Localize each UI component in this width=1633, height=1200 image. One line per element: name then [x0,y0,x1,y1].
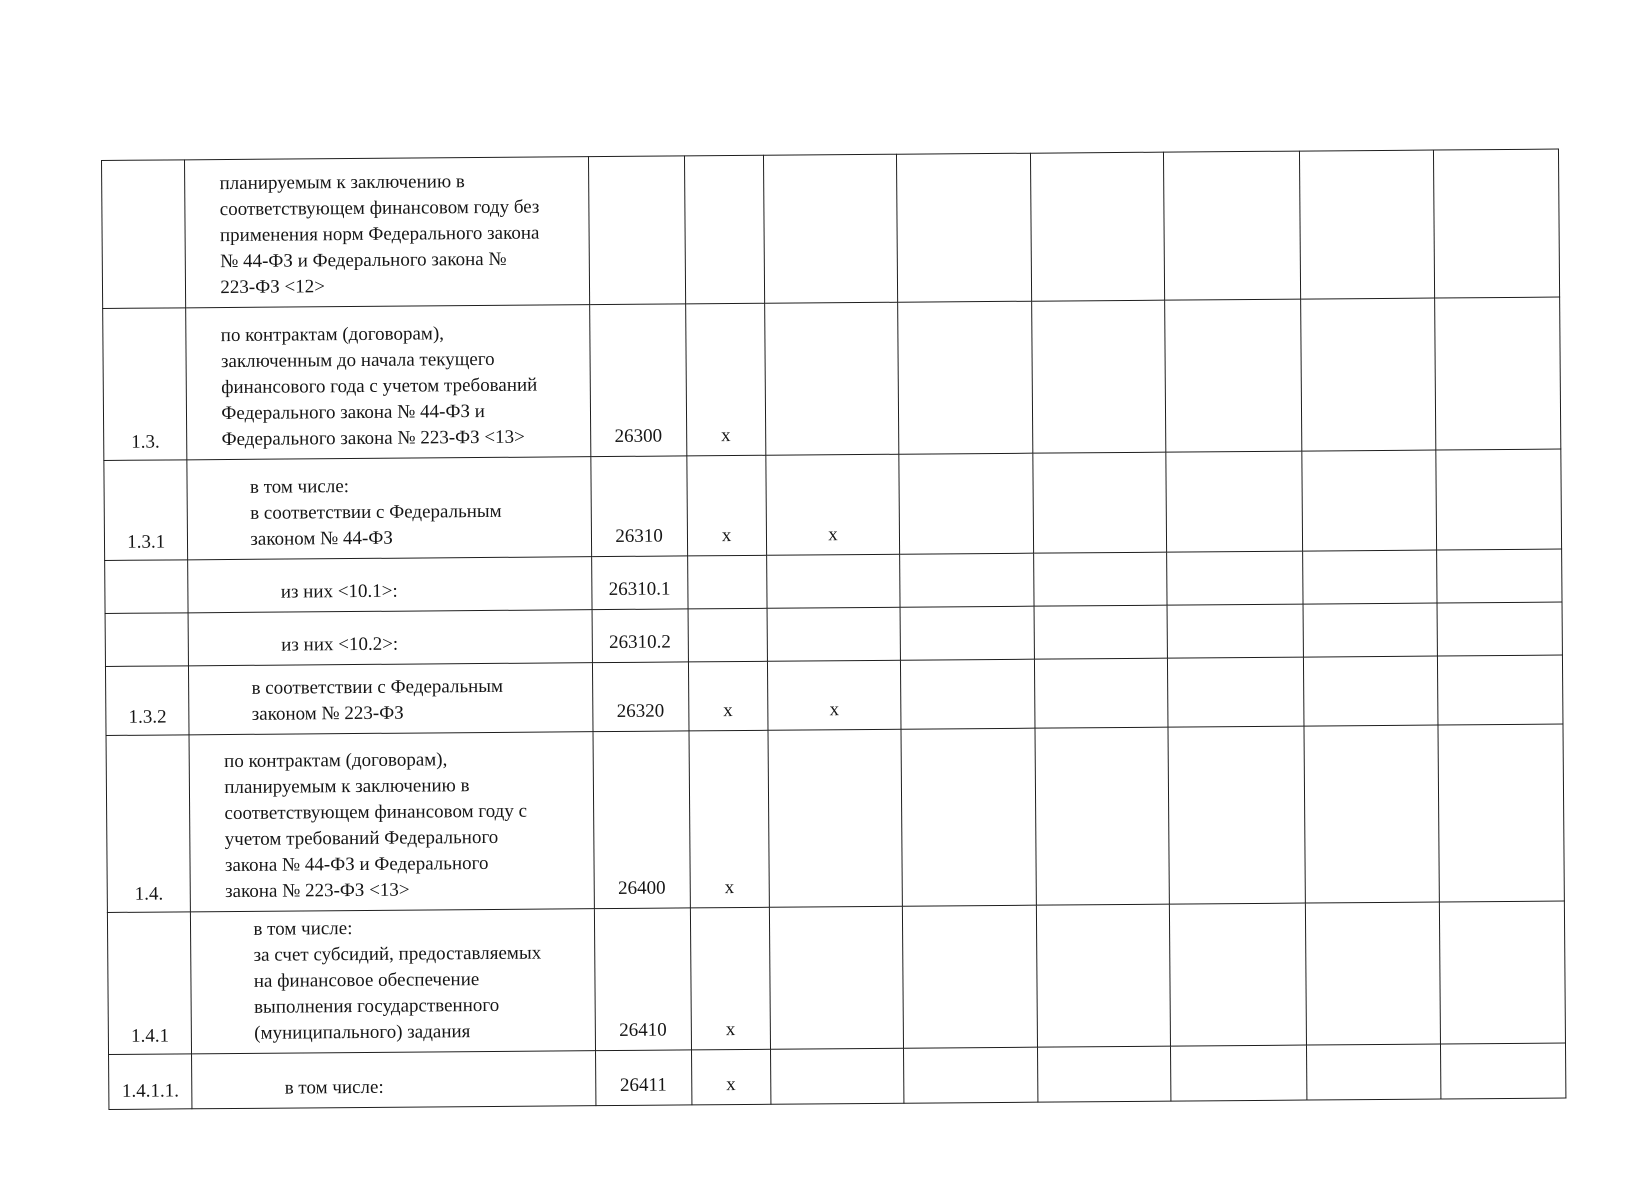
value-cell [1167,551,1304,605]
row-code: 26310 [591,456,688,557]
value-cell [1034,658,1168,728]
value-cell [768,729,903,907]
value-cell [769,906,904,1049]
row-description: из них <10.2>: [188,610,592,666]
table-row [102,149,1560,308]
table-row [103,297,1561,460]
value-cell [1306,902,1441,1045]
row-description: по контрактам (договорам), планируемым к заключению в соответствующем финансовом году с учетом требований Федерального закона № 44-ФЗ и Федерального закона № 223-ФЗ <13> [189,732,594,912]
value-cell [1437,655,1563,725]
row-number [105,613,189,667]
row-code: 26310.2 [592,609,688,663]
value-cell [1303,550,1437,604]
value-cell [1170,1045,1307,1101]
row-code: 26410 [594,908,691,1051]
row-code: 26300 [589,304,686,457]
value-cell: x [690,907,770,1050]
row-number: 1.4.1.1. [109,1054,193,1110]
value-cell: x [766,454,900,555]
value-cell: x [767,660,901,730]
value-cell [1034,605,1168,659]
row-number [105,560,189,614]
value-cell [1307,1044,1441,1100]
value-cell [766,554,900,608]
table-row [109,1043,1566,1109]
value-cell [899,453,1033,554]
value-cell [1035,727,1170,905]
value-cell [1030,152,1165,301]
row-description: в том числе: за счет субсидий, предоставляемых на финансовое обеспечение выполнения государственного (муниципального) задания [191,909,595,1054]
value-cell: x [688,661,768,731]
value-cell [1303,603,1437,657]
value-cell [1440,1043,1566,1099]
value-cell [1165,299,1303,452]
value-cell [770,1048,904,1104]
value-cell [1434,297,1560,450]
value-cell [1169,903,1307,1046]
value-cell [1304,725,1439,903]
row-code: 26320 [592,662,688,732]
value-cell: x [689,730,770,908]
value-cell [901,728,1036,906]
value-cell: x [686,455,766,556]
value-cell [1301,298,1436,451]
row-code: 26411 [595,1050,691,1106]
value-cell [687,555,767,609]
report-table [101,149,1566,1110]
value-cell [1304,656,1438,726]
row-number: 1.3.2 [105,666,189,736]
value-cell [1433,149,1559,298]
row-description: по контрактам (договорам), заключенным до начала текущего финансового года с учетом требований Федерального закона № 44-ФЗ и Федерального закона № 223-ФЗ <13> [186,305,591,460]
row-description: в том числе: в соответствии с Федеральным законом № 44-ФЗ [187,457,591,560]
value-cell [1436,449,1562,550]
value-cell [688,608,768,662]
value-cell [898,301,1033,454]
value-cell [767,607,901,661]
row-description: в соответствии с Федеральным законом № 223-ФЗ [189,663,593,735]
value-cell [1031,300,1166,453]
row-description: из них <10.1>: [188,557,592,613]
value-cell [1302,450,1436,551]
value-cell [1033,552,1167,606]
value-cell [1167,657,1304,727]
row-description: планируемым к заключению в соответствующем финансовом году без применения норм Федерального закона № 44-ФЗ и Федерального закона № 223-ФЗ <12> [185,157,589,308]
row-number: 1.4.1 [107,912,191,1055]
table-row [105,655,1562,735]
row-number [102,160,187,309]
value-cell [901,659,1035,729]
value-cell [900,553,1034,607]
value-cell [1439,901,1565,1044]
value-cell [684,155,764,304]
value-cell [1167,604,1304,658]
value-cell [1437,602,1563,656]
row-code: 26310.1 [591,556,687,610]
value-cell [1300,150,1435,299]
value-cell [1032,452,1166,553]
value-cell [1438,724,1565,902]
value-cell [1168,726,1306,904]
row-description: в том числе: [192,1051,596,1109]
row-code: 26400 [593,731,690,909]
row-number: 1.4. [106,735,191,913]
value-cell [903,905,1038,1048]
table-row [106,724,1564,912]
value-cell [897,153,1032,302]
value-cell: x [685,303,765,456]
value-cell [1166,451,1303,552]
table-row [104,449,1562,560]
value-cell [1037,1046,1171,1102]
value-cell [1436,549,1562,603]
row-number: 1.3.1 [104,460,188,561]
row-code [588,156,685,305]
value-cell [904,1047,1038,1103]
value-cell [1036,904,1171,1047]
value-cell [900,606,1034,660]
value-cell: x [691,1049,771,1105]
value-cell [764,302,899,455]
value-cell [1163,151,1301,300]
table-row [107,901,1565,1054]
row-number: 1.3. [103,308,188,461]
value-cell [763,154,898,303]
